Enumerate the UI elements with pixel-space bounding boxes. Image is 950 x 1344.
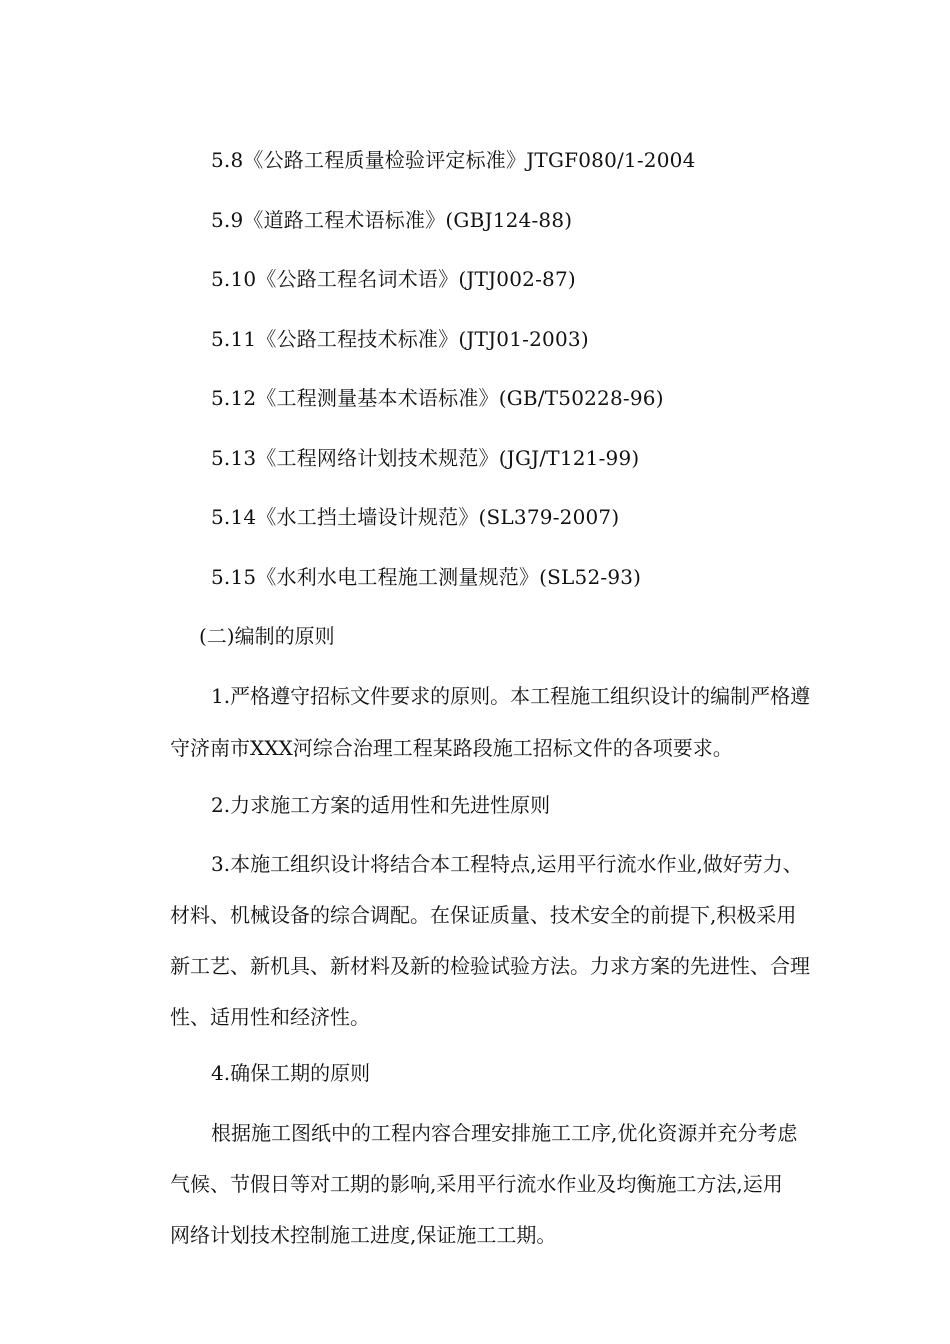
reference-item: 5.14《水工挡土墙设计规范》(SL379-2007) (211, 505, 620, 529)
reference-item: 5.10《公路工程名词术语》(JTJ002-87) (211, 267, 576, 291)
section-heading: (二)编制的原则 (199, 624, 335, 648)
principle-3-line-3: 新工艺、新机具、新材料及新的检验试验方法。力求方案的先进性、合理 (170, 954, 810, 978)
schedule-paragraph-line-1: 根据施工图纸中的工程内容合理安排施工工序,优化资源并充分考虑 (211, 1121, 798, 1145)
principle-4: 4.确保工期的原则 (211, 1061, 371, 1085)
reference-item: 5.9《道路工程术语标准》(GBJ124-88) (211, 208, 573, 232)
schedule-paragraph-line-3: 网络计划技术控制施工进度,保证施工工期。 (170, 1223, 557, 1247)
principle-1-line-1: 1.严格遵守招标文件要求的原则。本工程施工组织设计的编制严格遵 (211, 684, 811, 708)
principle-3-line-1: 3.本施工组织设计将结合本工程特点,运用平行流水作业,做好劳力、 (211, 852, 803, 876)
reference-item: 5.12《工程测量基本术语标准》(GB/T50228-96) (211, 386, 664, 410)
reference-item: 5.11《公路工程技术标准》(JTJ01-2003) (211, 327, 589, 351)
principle-3-line-2: 材料、机械设备的综合调配。在保证质量、技术安全的前提下,积极采用 (170, 903, 797, 927)
reference-item: 5.13《工程网络计划技术规范》(JGJ/T121-99) (211, 446, 640, 470)
principle-2: 2.力求施工方案的适用性和先进性原则 (211, 793, 551, 817)
principle-3-line-4: 性、适用性和经济性。 (170, 1005, 370, 1029)
principle-1-line-2: 守济南市XXX河综合治理工程某路段施工招标文件的各项要求。 (170, 736, 733, 760)
reference-item: 5.15《水利水电工程施工测量规范》(SL52-93) (211, 565, 642, 589)
reference-item: 5.8《公路工程质量检验评定标准》JTGF080/1-2004 (211, 148, 696, 172)
schedule-paragraph-line-2: 气候、节假日等对工期的影响,采用平行流水作业及均衡施工方法,运用 (170, 1172, 783, 1196)
